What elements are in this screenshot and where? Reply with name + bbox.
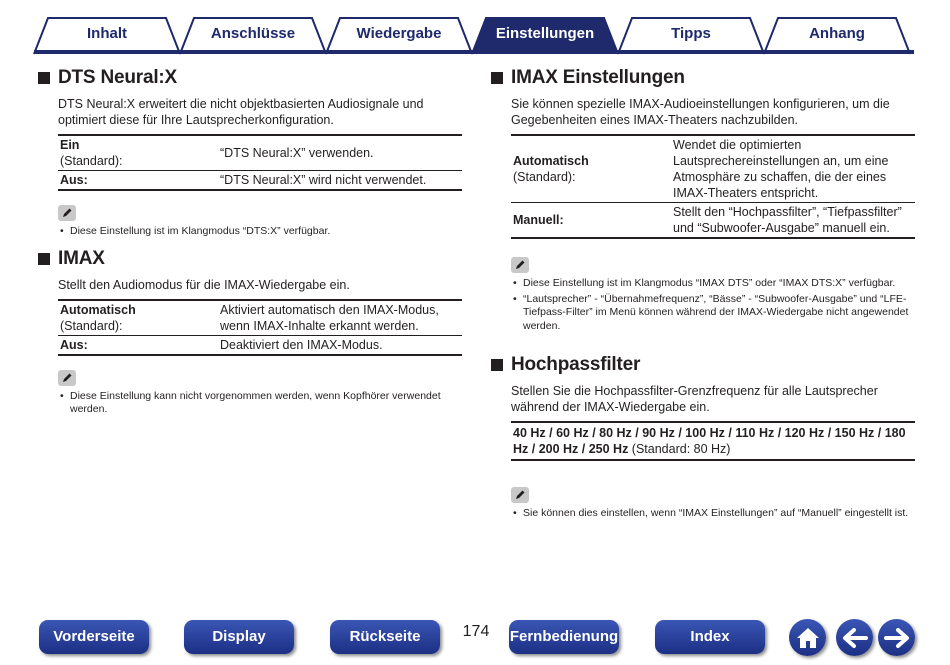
section-title: IMAX <box>58 247 105 269</box>
tab-anhang[interactable] <box>764 18 910 52</box>
section-title: DTS Neural:X <box>58 67 178 88</box>
pencil-icon <box>58 370 76 386</box>
section-title: IMAX Einstellungen <box>511 67 685 88</box>
section-square-icon <box>38 253 50 265</box>
tab-bar-underline <box>34 50 914 54</box>
section-header-highpass <box>491 353 915 377</box>
tab-label: Tipps <box>671 25 711 42</box>
tab-label: Anhang <box>809 25 865 42</box>
home-button[interactable] <box>789 619 826 656</box>
section-header-imax-settings <box>491 66 915 90</box>
front-panel-button[interactable]: Vorderseite <box>39 620 149 654</box>
option-name: Aus: <box>60 173 88 187</box>
table-row <box>58 171 462 191</box>
note-block <box>511 487 915 521</box>
option-value: “DTS Neural:X” verwenden. <box>220 146 374 160</box>
table-row <box>511 135 915 203</box>
note-block <box>511 257 915 333</box>
right-column <box>491 66 915 523</box>
table-row <box>58 300 462 336</box>
display-button[interactable]: Display <box>184 620 294 654</box>
tab-tipps[interactable] <box>618 18 764 52</box>
section-description: DTS Neural:X erweitert die nicht objektbasierten Audiosignale und optimiert diese für Ihre Lautsprecherkonfiguration. <box>58 97 424 127</box>
frequency-values <box>511 421 915 461</box>
rear-panel-button[interactable]: Rückseite <box>330 620 440 654</box>
option-key <box>511 135 671 203</box>
left-column <box>38 66 462 419</box>
forward-button[interactable] <box>878 619 915 656</box>
section-description: Sie können spezielle IMAX-Audioeinstellungen konfigurieren, um die Gegebenheiten eines IMAX-Theaters nachzubilden. <box>511 97 890 127</box>
option-name: Ein <box>60 138 80 152</box>
section-square-icon <box>491 72 503 84</box>
option-name: Automatisch <box>60 302 136 317</box>
option-value: Wendet die optimierten Lautsprechereinstellungen an, um eine Atmosphäre zu schaffen, die der eines IMAX-Theaters entspricht. <box>673 138 889 200</box>
option-value: “DTS Neural:X” wird nicht verwendet. <box>220 173 427 187</box>
tab-label: Wiedergabe <box>356 25 442 42</box>
arrow-right-icon <box>884 627 910 649</box>
tab-label: Einstellungen <box>495 25 595 42</box>
note-block <box>58 205 462 239</box>
section-square-icon <box>491 359 503 371</box>
settings-table-imax-settings <box>511 134 915 239</box>
table-row <box>58 335 462 355</box>
option-key <box>58 335 218 355</box>
tab-anschluesse[interactable] <box>180 18 326 52</box>
section-description: Stellen Sie die Hochpassfilter-Grenzfrequenz für alle Lautsprecher während der IMAX-Wiedergabe ein. <box>511 384 878 414</box>
frequency-standard: (Standard: 80 Hz) <box>628 442 731 456</box>
section-square-icon <box>38 72 50 84</box>
note-block <box>58 370 462 417</box>
arrow-left-icon <box>842 627 868 649</box>
section-header-imax <box>38 247 462 271</box>
option-name: Automatisch <box>513 154 589 168</box>
tab-inhalt[interactable] <box>34 18 180 52</box>
table-row <box>58 135 462 171</box>
option-key <box>58 171 218 191</box>
remote-control-button[interactable]: Fernbedienung <box>509 620 619 654</box>
tab-label: Anschlüsse <box>210 25 296 42</box>
tab-wiedergabe[interactable] <box>326 18 472 52</box>
option-name: Manuell: <box>513 213 564 227</box>
pencil-icon <box>511 257 529 273</box>
pencil-icon <box>58 205 76 221</box>
option-standard: (Standard): <box>513 170 576 184</box>
frequency-list: 40 Hz / 60 Hz / 80 Hz / 90 Hz / 100 Hz / 110 Hz / 120 Hz / 150 Hz / 180 Hz / 200 Hz / 250 Hz <box>513 426 906 456</box>
option-key <box>58 300 218 336</box>
option-standard: (Standard): <box>60 318 123 333</box>
note-item: • Diese Einstellung kann nicht vorgenommen werden, wenn Kopfhörer verwendet werden. <box>58 390 462 417</box>
settings-table-imax <box>58 299 462 356</box>
section-title: Hochpassfilter <box>511 354 641 375</box>
option-value: Aktiviert automatisch den IMAX-Modus, wenn IMAX-Inhalte erkannt werden. <box>220 302 439 333</box>
note-item: • “Lautsprecher” - “Übernahmefrequenz”, “Bässe” - “Subwoofer-Ausgabe” und “LFE-Tiefpass-Filter” im Menü können während der IMAX-Wiedergabe nicht angewendet werden. <box>511 293 915 334</box>
section-description: Stellt den Audiomodus für die IMAX-Wiedergabe ein. <box>58 277 350 292</box>
tab-label: Inhalt <box>87 25 127 42</box>
tab-einstellungen[interactable] <box>472 18 618 52</box>
option-name: Aus: <box>60 337 88 352</box>
home-icon <box>795 626 821 650</box>
option-standard: (Standard): <box>60 154 123 168</box>
back-button[interactable] <box>836 619 873 656</box>
page-number: 174 <box>462 623 490 640</box>
index-button[interactable]: Index <box>655 620 765 654</box>
note-item: • Diese Einstellung ist im Klangmodus “DTS:X” verfügbar. <box>58 225 462 239</box>
note-item: • Sie können dies einstellen, wenn “IMAX Einstellungen” auf “Manuell” eingestellt ist. <box>511 507 915 521</box>
option-value: Deaktiviert den IMAX-Modus. <box>220 337 383 352</box>
option-key <box>58 135 218 171</box>
option-key <box>511 203 671 239</box>
settings-table-dts <box>58 134 462 191</box>
tab-bar <box>34 16 914 54</box>
section-header-dts <box>38 66 462 90</box>
pencil-icon <box>511 487 529 503</box>
note-item: • Diese Einstellung ist im Klangmodus “IMAX DTS” oder “IMAX DTS:X” verfügbar. <box>511 277 915 291</box>
table-row <box>511 203 915 239</box>
option-value: Stellt den “Hochpassfilter”, “Tiefpassfilter” und “Subwoofer-Ausgabe” manuell ein. <box>673 205 902 235</box>
